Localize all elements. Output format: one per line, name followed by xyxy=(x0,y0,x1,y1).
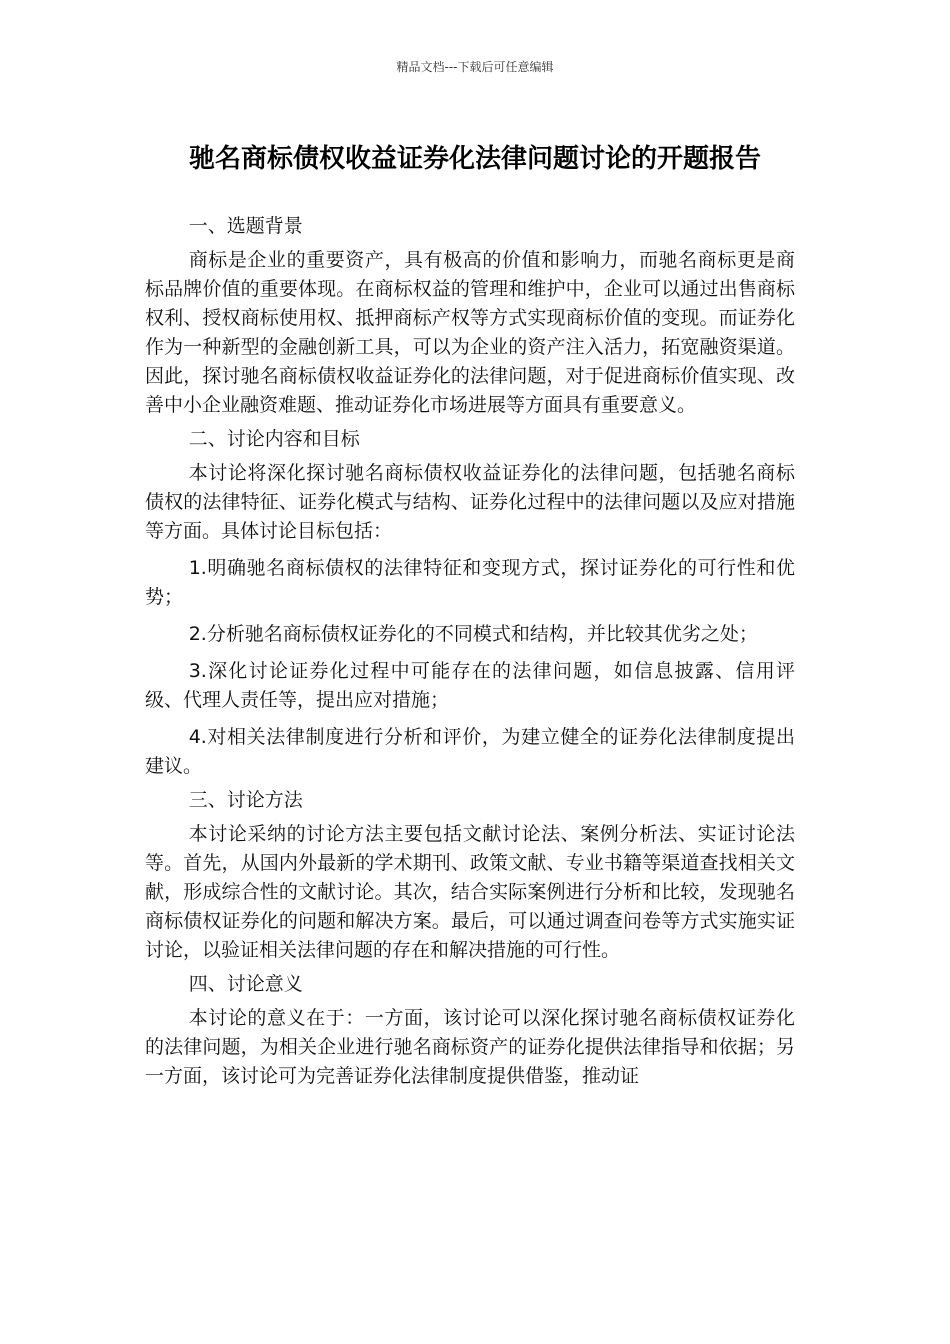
paragraph-content-intro: 本讨论将深化探讨驰名商标债权收益证券化的法律问题，包括驰名商标债权的法律特征、证券化模式与结构、证券化过程中的法律问题以及应对措施等方面。具体讨论目标包括： xyxy=(145,462,795,542)
section-heading-content-goals: 二、讨论内容和目标 xyxy=(188,428,360,450)
paragraph-significance: 本讨论的意义在于：一方面，该讨论可以深化探讨驰名商标债权证券化的法律问题，为相关企业进行驰名商标资产的证券化提供法律指导和依据；另一方面，该讨论可为完善证券化法律制度提供借鉴，推动证 xyxy=(145,1007,795,1087)
document-body xyxy=(145,212,795,1096)
goal-item-3: 3.深化讨论证券化过程中可能存在的法律问题，如信息披露、信用评级、代理人责任等，提出应对措施； xyxy=(145,660,795,711)
document-title: 驰名商标债权收益证券化法律问题讨论的开题报告 xyxy=(188,144,761,174)
section-heading-background: 一、选题背景 xyxy=(188,215,303,237)
section-heading-significance: 四、讨论意义 xyxy=(188,973,303,995)
header-note: 精品文档---下载后可任意编辑 xyxy=(396,60,554,74)
paragraph-methods: 本讨论采纳的讨论方法主要包括文献讨论法、案例分析法、实证讨论法等。首先，从国内外最新的学术期刊、政策文献、专业书籍等渠道查找相关文献，形成综合性的文献讨论。其次，结合实际案例进行分析和比较，发现驰名商标债权证券化的问题和解决方案。最后，可以通过调查问卷等方式实施实证讨论，以验证相关法律问题的存在和解决措施的可行性。 xyxy=(145,823,795,961)
section-heading-methods: 三、讨论方法 xyxy=(188,789,303,811)
goal-item-4: 4.对相关法律制度进行分析和评价，为建立健全的证券化法律制度提出建议。 xyxy=(145,726,795,777)
goal-item-1: 1.明确驰名商标债权的法律特征和变现方式，探讨证券化的可行性和优势； xyxy=(145,557,795,608)
goal-item-2: 2.分析驰名商标债权证券化的不同模式和结构，并比较其优劣之处； xyxy=(188,623,758,645)
paragraph-background: 商标是企业的重要资产，具有极高的价值和影响力，而驰名商标更是商标品牌价值的重要体现。在商标权益的管理和维护中，企业可以通过出售商标权利、授权商标使用权、抵押商标产权等方式实现商标价值的变现。而证券化作为一种新型的金融创新工具，可以为企业的资产注入活力，拓宽融资渠道。因此，探讨驰名商标债权收益证券化的法律问题，对于促进商标价值实现、改善中小企业融资难题、推动证券化市场进展等方面具有重要意义。 xyxy=(145,249,795,416)
